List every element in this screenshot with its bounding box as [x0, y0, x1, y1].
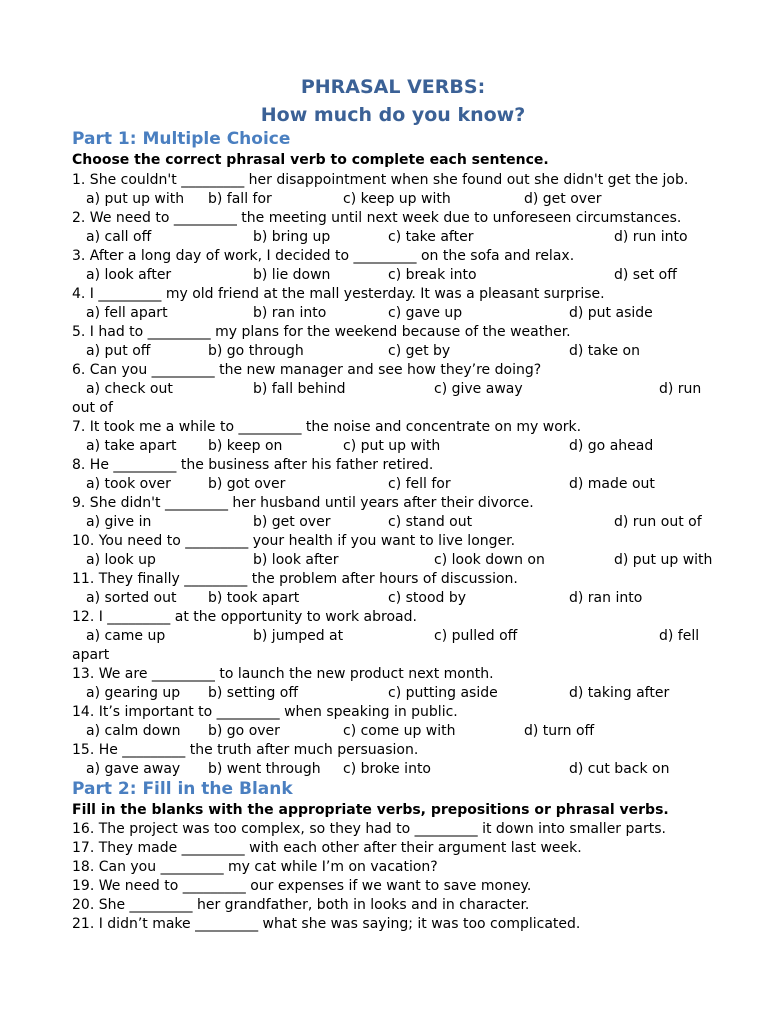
- answer-option: b) went through: [208, 761, 321, 777]
- options-line: [0, 513, 768, 532]
- answer-option: d) take on: [569, 343, 640, 359]
- question-text: 17. They made _________ with each other after their argument last week.: [72, 840, 582, 856]
- answer-option: d) turn off: [524, 723, 595, 739]
- part1-heading: Part 1: Multiple Choice: [72, 129, 291, 149]
- question-line: [0, 171, 768, 190]
- question-text: 14. It’s important to _________ when speaking in public.: [72, 704, 458, 720]
- answer-option: a) check out: [86, 381, 173, 397]
- question-line: [0, 494, 768, 513]
- answer-option: c) give away: [434, 381, 523, 397]
- answer-option-continuation: apart: [72, 647, 110, 663]
- options-line: [0, 342, 768, 361]
- answer-option: d) taking after: [569, 685, 670, 701]
- answer-option: b) go over: [208, 723, 280, 739]
- question-text: 8. He _________ the business after his father retired.: [72, 457, 434, 473]
- question-text: 6. Can you _________ the new manager and see how they’re doing?: [72, 362, 542, 378]
- options-line: [0, 551, 768, 570]
- options-line: [0, 437, 768, 456]
- answer-option: b) took apart: [208, 590, 300, 606]
- question-text: 3. After a long day of work, I decided to _________ on the sofa and relax.: [72, 248, 575, 264]
- answer-option: d) fell: [659, 628, 700, 644]
- answer-option-continuation: out of: [72, 400, 113, 416]
- answer-option: a) sorted out: [86, 590, 177, 606]
- question-line: [0, 247, 768, 266]
- answer-option: b) ran into: [253, 305, 327, 321]
- options-line: [0, 304, 768, 323]
- title-line-1: PHRASAL VERBS:: [300, 76, 486, 98]
- answer-option: a) gave away: [86, 761, 181, 777]
- question-line: [0, 532, 768, 551]
- answer-option: c) stood by: [388, 590, 467, 606]
- question-line: [0, 209, 768, 228]
- question-text: 12. I _________ at the opportunity to work abroad.: [72, 609, 417, 625]
- answer-option: b) look after: [253, 552, 339, 568]
- answer-option: a) call off: [86, 229, 152, 245]
- answer-option: a) fell apart: [86, 305, 168, 321]
- part1-instruction: Choose the correct phrasal verb to complete each sentence.: [72, 152, 549, 168]
- question-line: [0, 741, 768, 760]
- answer-option: d) cut back on: [569, 761, 670, 777]
- answer-option: c) keep up with: [343, 191, 451, 207]
- answer-option: a) calm down: [86, 723, 181, 739]
- options-line: [0, 760, 768, 779]
- answer-option: c) broke into: [343, 761, 431, 777]
- fill-blank-question: [0, 915, 768, 934]
- fill-blank-question: [0, 858, 768, 877]
- question-line: [0, 361, 768, 380]
- answer-option: d) run out of: [614, 514, 702, 530]
- question-text: 18. Can you _________ my cat while I’m on vacation?: [72, 859, 438, 875]
- question-text: 15. He _________ the truth after much persuasion.: [72, 742, 419, 758]
- question-text: 5. I had to _________ my plans for the weekend because of the weather.: [72, 324, 571, 340]
- question-text: 16. The project was too complex, so they had to _________ it down into smaller parts.: [72, 821, 666, 837]
- answer-option: b) got over: [208, 476, 286, 492]
- answer-option: c) fell for: [388, 476, 451, 492]
- answer-option: d) run into: [614, 229, 688, 245]
- answer-option: b) bring up: [253, 229, 331, 245]
- answer-option: d) put up with: [614, 552, 713, 568]
- answer-option: b) keep on: [208, 438, 283, 454]
- answer-option: b) go through: [208, 343, 304, 359]
- answer-option: c) put up with: [343, 438, 441, 454]
- question-text: 20. She _________ her grandfather, both in looks and in character.: [72, 897, 530, 913]
- answer-option: a) give in: [86, 514, 152, 530]
- answer-option: c) break into: [388, 267, 477, 283]
- answer-option: c) stand out: [388, 514, 473, 530]
- options-line: [0, 228, 768, 247]
- part2-instruction: Fill in the blanks with the appropriate verbs, prepositions or phrasal verbs.: [72, 802, 669, 818]
- question-text: 4. I _________ my old friend at the mall yesterday. It was a pleasant surprise.: [72, 286, 605, 302]
- fill-blank-question: [0, 820, 768, 839]
- answer-option: a) took over: [86, 476, 171, 492]
- question-line: [0, 456, 768, 475]
- question-text: 7. It took me a while to _________ the noise and concentrate on my work.: [72, 419, 582, 435]
- question-text: 10. You need to _________ your health if you want to live longer.: [72, 533, 516, 549]
- answer-option: a) came up: [86, 628, 166, 644]
- part2-heading: Part 2: Fill in the Blank: [72, 779, 293, 799]
- options-wrap-line: [0, 399, 768, 418]
- answer-option: d) run: [659, 381, 702, 397]
- options-line: [0, 627, 768, 646]
- answer-option: b) jumped at: [253, 628, 344, 644]
- question-line: [0, 665, 768, 684]
- question-text: 11. They finally _________ the problem after hours of discussion.: [72, 571, 518, 587]
- answer-option: a) put up with: [86, 191, 185, 207]
- question-text: 21. I didn’t make _________ what she was saying; it was too complicated.: [72, 916, 581, 932]
- question-line: [0, 323, 768, 342]
- answer-option: a) take apart: [86, 438, 177, 454]
- question-text: 19. We need to _________ our expenses if we want to save money.: [72, 878, 532, 894]
- answer-option: d) go ahead: [569, 438, 654, 454]
- answer-option: c) take after: [388, 229, 474, 245]
- fill-blank-question: [0, 896, 768, 915]
- answer-option: a) gearing up: [86, 685, 181, 701]
- options-line: [0, 589, 768, 608]
- fill-blank-question: [0, 839, 768, 858]
- answer-option: a) put off: [86, 343, 151, 359]
- options-line: [0, 190, 768, 209]
- answer-option: d) put aside: [569, 305, 653, 321]
- answer-option: b) setting off: [208, 685, 298, 701]
- answer-option: d) ran into: [569, 590, 643, 606]
- answer-option: a) look after: [86, 267, 172, 283]
- options-line: [0, 684, 768, 703]
- answer-option: b) get over: [253, 514, 331, 530]
- options-line: [0, 722, 768, 741]
- answer-option: d) set off: [614, 267, 677, 283]
- answer-option: c) get by: [388, 343, 451, 359]
- answer-option: b) lie down: [253, 267, 331, 283]
- question-text: 13. We are _________ to launch the new product next month.: [72, 666, 494, 682]
- question-line: [0, 703, 768, 722]
- answer-option: d) made out: [569, 476, 655, 492]
- answer-option: d) get over: [524, 191, 602, 207]
- answer-option: a) look up: [86, 552, 156, 568]
- question-text: 2. We need to _________ the meeting until next week due to unforeseen circumstances.: [72, 210, 682, 226]
- answer-option: c) come up with: [343, 723, 456, 739]
- question-line: [0, 418, 768, 437]
- answer-option: c) gave up: [388, 305, 463, 321]
- question-line: [0, 285, 768, 304]
- question-line: [0, 570, 768, 589]
- answer-option: c) pulled off: [434, 628, 518, 644]
- question-line: [0, 608, 768, 627]
- options-line: [0, 266, 768, 285]
- answer-option: c) look down on: [434, 552, 545, 568]
- fill-blank-question: [0, 877, 768, 896]
- answer-option: b) fall for: [208, 191, 272, 207]
- answer-option: b) fall behind: [253, 381, 346, 397]
- question-text: 1. She couldn't _________ her disappointment when she found out she didn't get the job.: [72, 172, 689, 188]
- options-line: [0, 380, 768, 399]
- options-wrap-line: [0, 646, 768, 665]
- options-line: [0, 475, 768, 494]
- title-line-2: How much do you know?: [260, 104, 526, 126]
- answer-option: c) putting aside: [388, 685, 498, 701]
- question-text: 9. She didn't _________ her husband until years after their divorce.: [72, 495, 534, 511]
